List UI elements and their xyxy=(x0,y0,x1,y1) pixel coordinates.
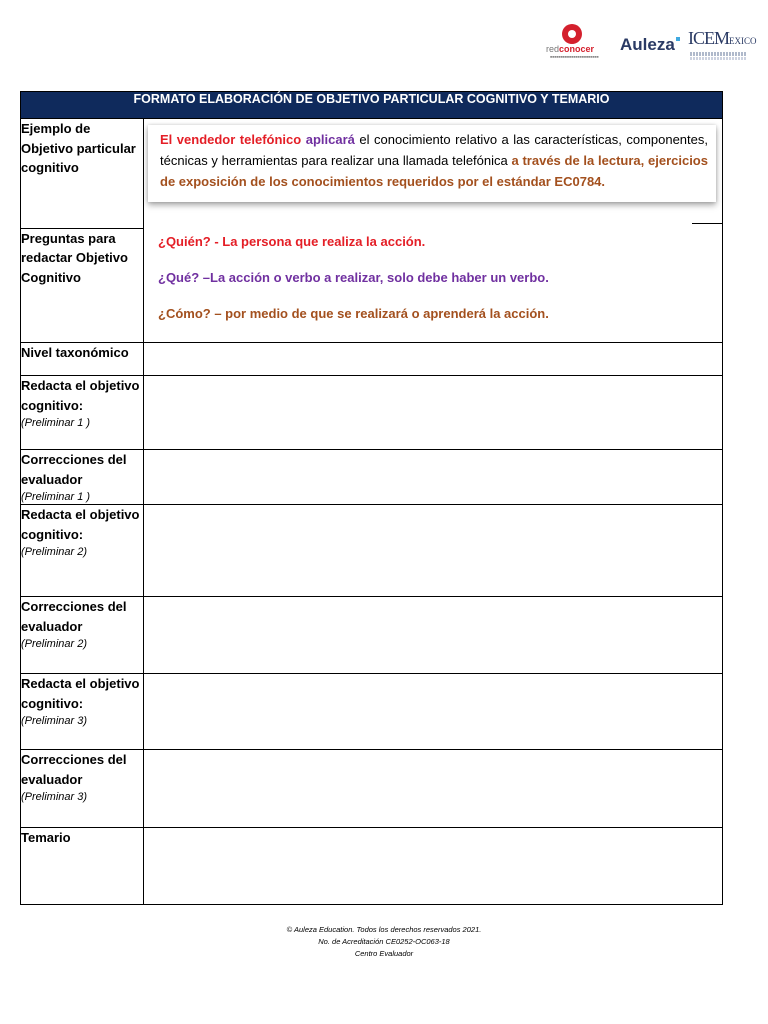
footer-copyright: © Auleza Education. Todos los derechos reservados 2021. xyxy=(286,925,482,934)
corrections-2-input-cell[interactable] xyxy=(144,597,723,674)
icem-logo-text: ICEM xyxy=(688,28,729,48)
form-title: FORMATO ELABORACIÓN DE OBJETIVO PARTICULAR COGNITIVO Y TEMARIO xyxy=(21,92,723,119)
question-what: ¿Qué? –La acción o verbo a realizar, solo debe haber un verbo. xyxy=(158,270,549,285)
corrections-1-label: Correcciones del evaluador xyxy=(21,452,127,487)
draft-2-input-cell[interactable] xyxy=(144,505,723,597)
row-label-example: Ejemplo de Objetivo particular cognitivo xyxy=(21,119,144,229)
example-who: El vendedor telefónico xyxy=(160,132,302,147)
row-label-corrections-1 xyxy=(21,450,144,505)
draft-1-input-cell[interactable] xyxy=(144,376,723,450)
example-verb: aplicará xyxy=(305,132,355,147)
corrections-2-label: Correcciones del evaluador xyxy=(21,599,127,634)
icem-logo xyxy=(688,28,757,62)
level-input-cell[interactable] xyxy=(144,343,723,376)
draft-2-label: Redacta el objetivo cognitivo: xyxy=(21,507,140,542)
footer-accreditation: No. de Acreditación CE0252-OC063-18 xyxy=(318,937,450,946)
example-objective-box xyxy=(148,125,716,202)
row-label-draft-2 xyxy=(21,505,144,597)
corrections-2-note: (Preliminar 2) xyxy=(21,638,88,650)
row-label-draft-1 xyxy=(21,376,144,450)
draft-3-label: Redacta el objetivo cognitivo: xyxy=(21,676,140,711)
question-who: ¿Quién? - La persona que realiza la acción. xyxy=(158,234,426,249)
icem-logo-subtext-2 xyxy=(690,57,746,60)
corrections-1-input-cell[interactable] xyxy=(144,450,723,505)
auleza-logo-mark-icon xyxy=(676,37,680,41)
page-footer xyxy=(0,924,768,960)
footer-center: Centro Evaluador xyxy=(354,949,414,958)
corrections-3-note: (Preliminar 3) xyxy=(21,791,88,803)
redconocer-logo xyxy=(546,22,610,64)
question-how: ¿Cómo? – por medio de que se realizará o aprenderá la acción. xyxy=(158,306,549,321)
objective-form-table xyxy=(20,91,723,905)
row-label-questions: Preguntas para redactar Objetivo Cognitivo xyxy=(21,228,144,342)
icem-logo-subtext xyxy=(690,52,746,56)
draft-1-label: Redacta el objetivo cognitivo: xyxy=(21,378,140,413)
corrections-1-note: (Preliminar 1 ) xyxy=(21,491,91,503)
guide-questions xyxy=(144,224,722,322)
example-what: el conocimiento relativo a las características, componentes, técnicas y herramientas para realizar una llamada telefónica xyxy=(160,132,708,168)
draft-2-note: (Preliminar 2) xyxy=(21,546,88,558)
corrections-3-input-cell[interactable] xyxy=(144,750,723,828)
row-label-syllabus: Temario xyxy=(21,828,144,905)
redconocer-logo-subtext: ■■■■■■■■■■■■■■■■■■■■■■■ xyxy=(550,55,599,59)
redconocer-logo-text-bold: conocer xyxy=(559,44,595,54)
draft-3-input-cell[interactable] xyxy=(144,674,723,750)
corrections-3-label: Correcciones del evaluador xyxy=(21,752,127,787)
row-label-draft-3 xyxy=(21,674,144,750)
example-how: a través de la lectura, ejercicios de exposición de los conocimientos requeridos por el estándar EC0784. xyxy=(160,153,708,189)
auleza-logo xyxy=(620,35,680,55)
row-label-corrections-2 xyxy=(21,597,144,674)
row-label-level: Nivel taxonómico xyxy=(21,343,144,376)
redconocer-logo-text-light: red xyxy=(546,44,560,54)
example-and-questions-cell xyxy=(144,119,723,343)
header-logos xyxy=(540,22,757,66)
draft-1-note: (Preliminar 1 ) xyxy=(21,417,91,429)
auleza-logo-text: Auleza xyxy=(620,35,675,54)
syllabus-input-cell[interactable] xyxy=(144,828,723,905)
icem-logo-text-small: EXICO xyxy=(729,36,757,46)
redconocer-mark-icon xyxy=(562,24,582,44)
row-label-corrections-3 xyxy=(21,750,144,828)
draft-3-note: (Preliminar 3) xyxy=(21,715,88,727)
